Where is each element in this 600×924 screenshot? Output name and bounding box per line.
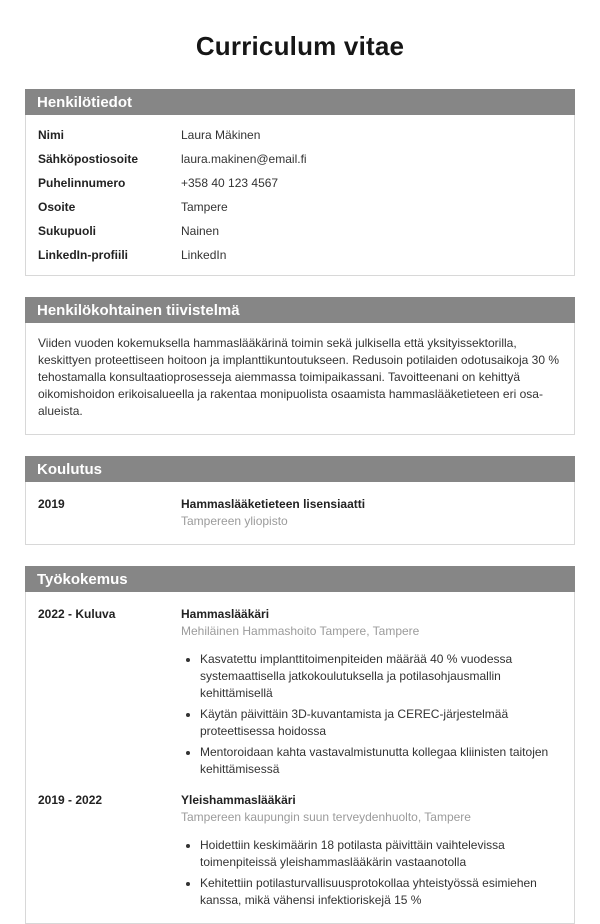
section-body-experience [25, 592, 575, 924]
info-value: +358 40 123 4567 [181, 176, 279, 190]
info-label: Puhelinnumero [38, 176, 126, 190]
summary-paragraph: Viiden vuoden kokemuksella hammaslääkärinä toimin sekä julkisella että yksityissektorilla, keskittyen proteettiseen hoitoon ja implanttikuntoutukseen. Redusoin potilaiden odotusaikoja 30 % tehostamalla konsultaatioprosesseja aiemmassa toimipaikassani. Tavoitteenani on kehittyä oikomishoidon erikoisalueella ja rakentaa monipuolista osaamista hammaslääketieteen eri osa-alueista. [38, 336, 560, 418]
info-value: Tampere [181, 200, 228, 214]
entry-bullet: • Kasvatettu implanttitoimenpiteiden määrää 40 % vuodessa systemaattisella jatkokoulutuksella ja potilasohjausmallin kehittämisellä [200, 651, 562, 702]
info-label: Nimi [38, 128, 65, 142]
entry-subtitle: Tampereen kaupungin suun terveydenhuolto, Tampere [181, 810, 471, 824]
info-row-linkedin [38, 243, 562, 267]
experience-entry-1 [38, 606, 562, 778]
entry-bullet: • Mentoroidaan kahta vastavalmistunutta kollegaa kliinisten taitojen kehittämisessä [200, 744, 562, 778]
entry-main [181, 496, 562, 530]
cv-page [0, 31, 600, 924]
info-row-name [38, 123, 562, 147]
section-header-education: Koulutus [25, 456, 575, 482]
entry-subtitle: Mehiläinen Hammashoito Tampere, Tampere [181, 624, 420, 638]
info-label: Osoite [38, 200, 76, 214]
info-value: laura.makinen@email.fi [181, 152, 307, 166]
info-row-gender [38, 219, 562, 243]
section-education [25, 456, 575, 545]
entry-bullet: • Kehitettiin potilasturvallisuusprotokollaa yhteistyössä esimiehen kanssa, mikä vähensi infektioriskejä 15 % [200, 875, 562, 909]
info-row-phone [38, 171, 562, 195]
info-row-email [38, 147, 562, 171]
entry-main [181, 792, 562, 909]
entry-title: Hammaslääkäri [181, 607, 270, 621]
entry-main [181, 606, 562, 778]
section-header-summary: Henkilökohtainen tiivistelmä [25, 297, 575, 323]
section-header-experience: Työkokemus [25, 566, 575, 592]
section-personal [25, 89, 575, 276]
section-body-education [25, 482, 575, 545]
entry-bullet: • Käytän päivittäin 3D-kuvantamista ja CEREC-järjestelmää proteettisessa hoidossa [200, 706, 562, 740]
info-label: Sukupuoli [38, 224, 96, 238]
entry-title: Yleishammaslääkäri [181, 793, 296, 807]
info-value: Nainen [181, 224, 220, 238]
section-body-summary [25, 323, 575, 435]
entry-period: 2022 - Kuluva [38, 607, 116, 621]
entry-bullet-list [181, 651, 562, 778]
info-value: LinkedIn [181, 248, 227, 262]
section-header-personal: Henkilötiedot [25, 89, 575, 115]
experience-entry-2 [38, 792, 562, 909]
entry-period: 2019 - 2022 [38, 793, 103, 807]
info-row-address [38, 195, 562, 219]
entry-title: Hammaslääketieteen lisensiaatti [181, 497, 366, 511]
section-body-personal [25, 115, 575, 276]
info-label: Sähköpostiosoite [38, 152, 139, 166]
section-summary [25, 297, 575, 435]
section-experience [25, 566, 575, 924]
entry-subtitle: Tampereen yliopisto [181, 514, 288, 528]
info-value: Laura Mäkinen [181, 128, 261, 142]
page-title: Curriculum vitae [195, 31, 405, 61]
entry-period: 2019 [38, 497, 65, 511]
info-label: LinkedIn-profiili [38, 248, 128, 262]
education-entry [38, 496, 562, 530]
entry-bullet: • Hoidettiin keskimäärin 18 potilasta päivittäin vaihtelevissa toimenpiteissä yleishammaslääkärin vastaanotolla [200, 837, 562, 871]
